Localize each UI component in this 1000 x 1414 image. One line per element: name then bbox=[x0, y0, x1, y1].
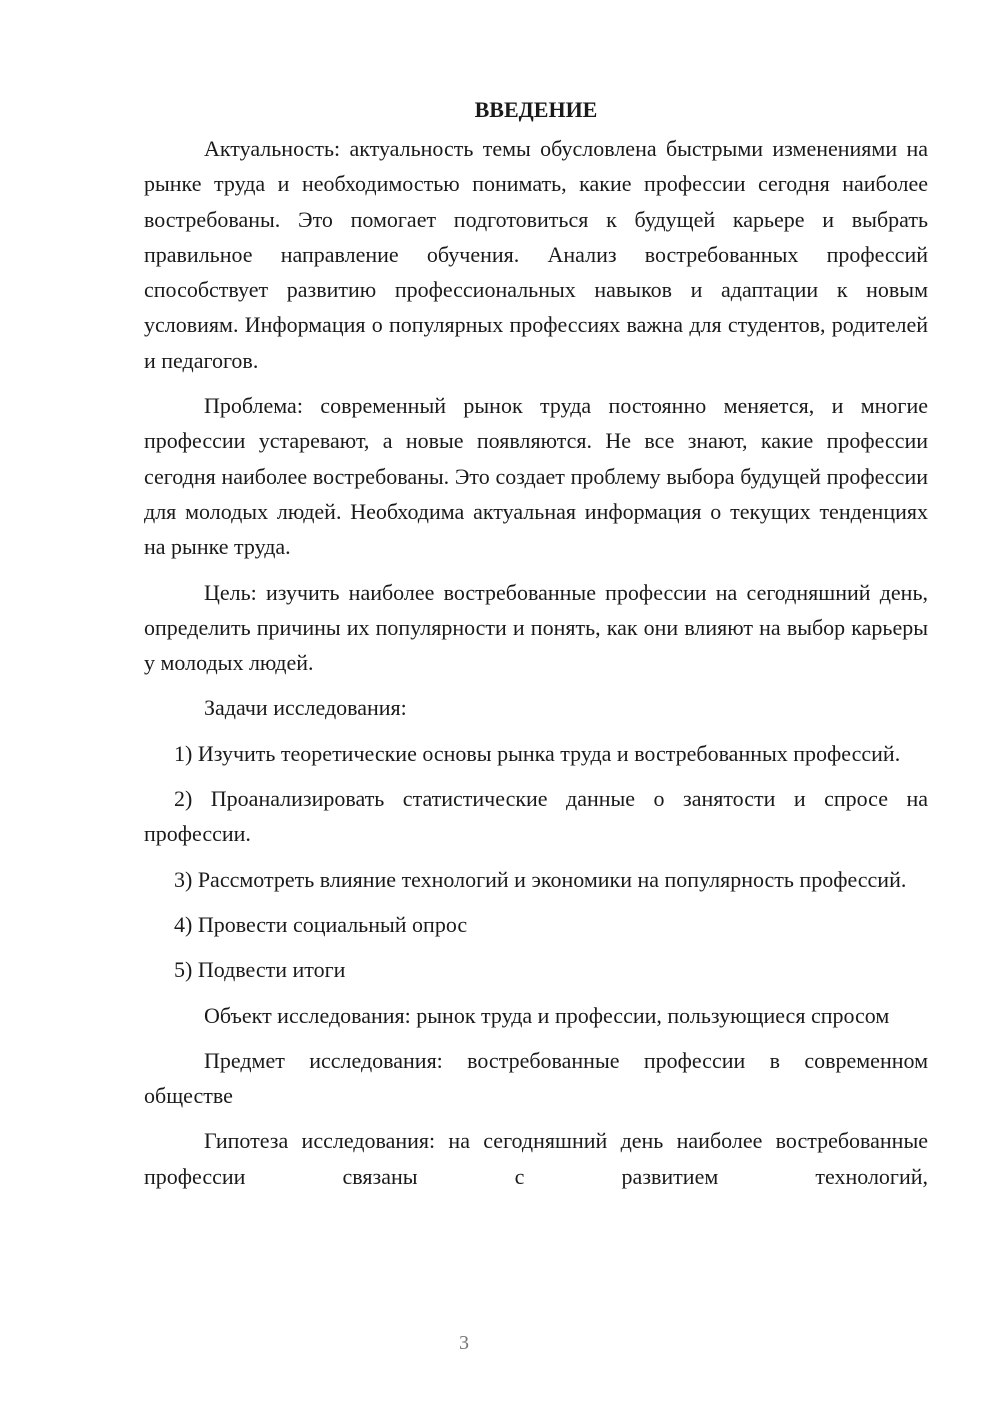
paragraph-relevance: Актуальность: актуальность темы обусловлена быстрыми изменениями на рынке труда и необходимостью понимать, какие профессии сегодня наиболее востребованы. Это помогает подготовиться к будущей карьере и выбрать правильное направление обучения. Анализ востребованных профессий способствует развитию профессиональных навыков и адаптации к новым условиям. Информация о популярных профессиях важна для студентов, родителей и педагогов. bbox=[144, 136, 928, 373]
paragraph-tasks-heading: Задачи исследования: bbox=[204, 695, 407, 721]
paragraph-goal: Цель: изучить наиболее востребованные профессии на сегодняшний день, определить причины их популярности и понять, как они влияют на выбор карьеры у молодых людей. bbox=[144, 579, 928, 676]
task-item-4: 4) Провести социальный опрос bbox=[174, 911, 468, 937]
paragraph-hypothesis: Гипотеза исследования: на сегодняшний день наиболее востребованные профессии связаны с развитием технологий, bbox=[144, 1128, 928, 1189]
paragraph-object: Объект исследования: рынок труда и профессии, пользующиеся спросом bbox=[204, 1002, 890, 1028]
task-item-5: 5) Подвести итоги bbox=[174, 957, 346, 983]
task-item-2: 2) Проанализировать статистические данные о занятости и спросе на профессии. bbox=[144, 786, 928, 847]
paragraph-subject: Предмет исследования: востребованные профессии в современном обществе bbox=[144, 1047, 928, 1109]
paragraph-problem: Проблема: современный рынок труда постоянно меняется, и многие профессии устаревают, а новые появляются. Не все знают, какие профессии сегодня наиболее востребованы. Это создает проблему выбора будущей профессии для молодых людей. Необходима актуальная информация о текущих тенденциях на рынке труда. bbox=[144, 393, 928, 560]
page-number: 3 bbox=[459, 1332, 469, 1354]
document-title: ВВЕДЕНИЕ bbox=[474, 97, 598, 122]
task-item-3: 3) Рассмотреть влияние технологий и экономики на популярность профессий. bbox=[174, 866, 907, 892]
task-item-1: 1) Изучить теоретические основы рынка труда и востребованных профессий. bbox=[174, 740, 901, 766]
document-page bbox=[144, 92, 928, 1204]
